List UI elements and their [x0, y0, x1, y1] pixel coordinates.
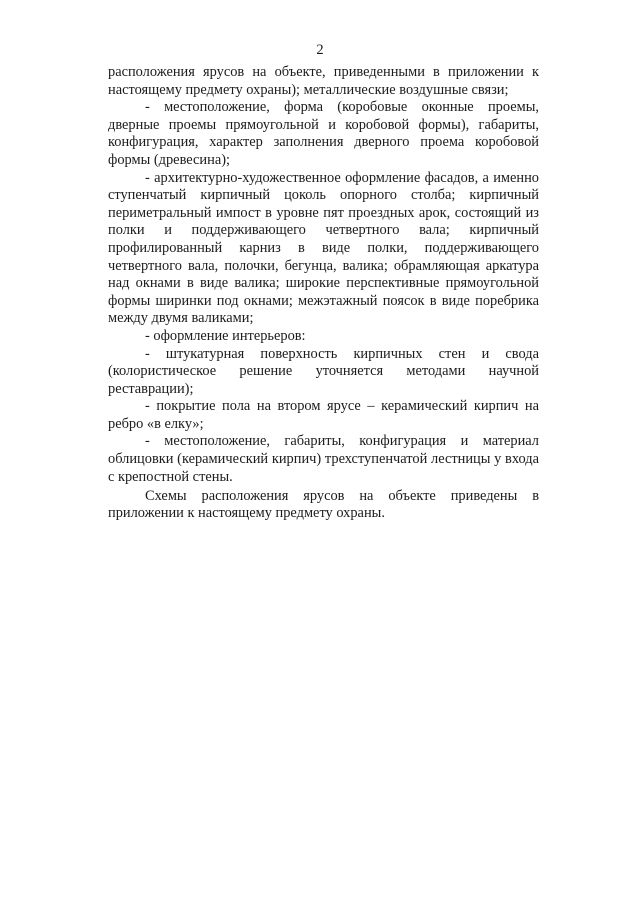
paragraph-interior-decoration: - оформление интерьеров: [145, 327, 306, 344]
paragraph-facade-decoration: - архитектурно-художественное оформление фасадов, а именно ступенчатый кирпичный цоколь опорного столба; кирпичный периметральный импост в уровне пят проездных арок, состоящий из полки и поддерживающего четвертного вала; кирпичный профилированный карниз в виде полки, поддерживающего четвертного вала, полочки, бегунца, валика; обрамляющая аркатура над окнами в виде валика; широкие перспективные прямоугольной формы ширинки под окнами; межэтажный поясок в виде поребрика между двумя валиками; [108, 169, 539, 327]
paragraph-schemes-reference: Схемы расположения ярусов на объекте приведены в приложении к настоящему предмету охраны. [108, 487, 539, 522]
document-body [108, 64, 539, 523]
paragraph-staircase: - местоположение, габариты, конфигурация и материал облицовки (керамический кирпич) трехступенчатой лестницы у входа с крепостной стены. [108, 433, 539, 485]
paragraph-continuation: расположения ярусов на объекте, приведенными в приложении к настоящему предмету охраны); металлические воздушные связи; [108, 64, 539, 98]
paragraph-floor-covering: - покрытие пола на втором ярусе – керамический кирпич на ребро «в елку»; [108, 398, 539, 432]
page-number: 2 [316, 42, 324, 58]
paragraph-window-door-openings: - местоположение, форма (коробовые оконные проемы, дверные проемы прямоугольной и коробовой формы), габариты, конфигурация, характер заполнения дверного проема коробовой формы (древесина); [108, 99, 539, 168]
paragraph-plaster-surface: - штукатурная поверхность кирпичных стен и свода (колористическое решение уточняется методами научной реставрации); [108, 345, 539, 397]
